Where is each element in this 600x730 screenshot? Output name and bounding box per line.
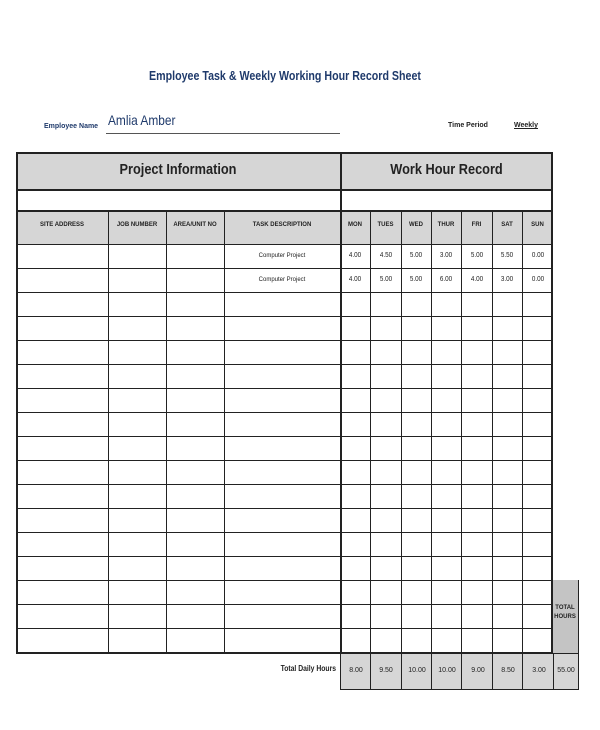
- section-title-work-hour: Work Hour Record: [390, 161, 503, 178]
- grid-vline: [340, 152, 342, 653]
- hour-cell[interactable]: 4.50: [379, 252, 393, 259]
- daily-total-value: 9.00: [471, 667, 485, 674]
- grid-hline: [16, 484, 553, 485]
- grid-vline: [224, 210, 225, 653]
- grid-hline: [16, 152, 553, 154]
- task-cell[interactable]: Computer Project: [258, 253, 306, 259]
- col-task-description: TASK DESCRIPTION: [252, 222, 312, 228]
- employee-name-underline: [106, 133, 340, 134]
- sheet-title: Employee Task & Weekly Working Hour Record Sheet: [149, 68, 421, 83]
- daily-total-value: 10.00: [438, 667, 456, 674]
- grid-hline: [16, 436, 553, 437]
- record-grid: [16, 152, 553, 653]
- grid-hline: [16, 244, 553, 245]
- daily-total-value: 8.50: [501, 667, 515, 674]
- grid-hline: [16, 556, 553, 557]
- hour-cell[interactable]: 5.00: [379, 276, 393, 283]
- grid-hline: [16, 210, 553, 212]
- hour-cell[interactable]: 4.00: [470, 276, 484, 283]
- grid-vline: [551, 152, 553, 653]
- hour-cell[interactable]: 3.00: [500, 276, 514, 283]
- col-day: SUN: [531, 222, 544, 228]
- hour-cell[interactable]: 6.00: [439, 276, 453, 283]
- task-cell[interactable]: Computer Project: [258, 277, 306, 283]
- hour-cell[interactable]: 3.00: [439, 252, 453, 259]
- hour-cell[interactable]: 5.00: [470, 252, 484, 259]
- grid-hline: [16, 532, 553, 533]
- time-period-value[interactable]: Weekly: [514, 122, 538, 129]
- total-hours-label: TOTAL HOURS: [554, 605, 576, 620]
- grid-hline: [16, 364, 553, 365]
- col-day: TUES: [377, 222, 394, 228]
- grid-vline: [461, 210, 462, 653]
- grid-vline: [108, 210, 109, 653]
- hour-cell[interactable]: 4.00: [348, 276, 362, 283]
- col-day: SAT: [501, 222, 513, 228]
- hour-cell[interactable]: 0.00: [531, 252, 545, 259]
- total-daily-hours-row: [340, 653, 579, 690]
- grid-hline: [16, 189, 553, 191]
- employee-name-value[interactable]: Amlia Amber: [108, 112, 176, 128]
- col-day: MON: [348, 222, 362, 228]
- grid-vline: [522, 210, 523, 653]
- total-daily-hours-label: Total Daily Hours: [280, 664, 336, 673]
- grid-hline: [16, 388, 553, 389]
- col-day: FRI: [471, 222, 482, 228]
- grid-hline: [16, 340, 553, 341]
- daily-total-value: 3.00: [532, 667, 546, 674]
- section-title-project-info: Project Information: [119, 161, 237, 178]
- grid-hline: [16, 628, 553, 629]
- grid-vline: [166, 210, 167, 653]
- hour-cell[interactable]: 5.00: [409, 276, 423, 283]
- daily-total-value: 10.00: [408, 667, 426, 674]
- daily-total-value: 9.50: [379, 667, 393, 674]
- grid-hline: [16, 604, 553, 605]
- grid-hline: [16, 292, 553, 293]
- grid-vline: [16, 152, 18, 653]
- grid-hline: [16, 268, 553, 269]
- grid-hline: [16, 412, 553, 413]
- col-day: THUR: [437, 222, 455, 228]
- grid-hline: [16, 508, 553, 509]
- time-period-label: Time Period: [448, 122, 488, 129]
- daily-total-value: 8.00: [349, 667, 363, 674]
- employee-name-label: Employee Name: [44, 123, 99, 130]
- grand-total-value: 55.00: [557, 667, 575, 674]
- grid-hline: [16, 580, 553, 581]
- hour-cell[interactable]: 0.00: [531, 276, 545, 283]
- col-site-address: SITE ADDRESS: [39, 222, 85, 228]
- col-area-unit: AREA/UNIT NO: [173, 222, 217, 228]
- grid-vline: [370, 210, 371, 653]
- grid-hline: [16, 460, 553, 461]
- hour-cell[interactable]: 5.00: [409, 252, 423, 259]
- col-day: WED: [409, 222, 423, 228]
- grid-hline: [16, 316, 553, 317]
- hour-cell[interactable]: 4.00: [348, 252, 362, 259]
- hour-cell[interactable]: 5.50: [500, 252, 514, 259]
- col-job-number: JOB NUMBER: [116, 222, 158, 228]
